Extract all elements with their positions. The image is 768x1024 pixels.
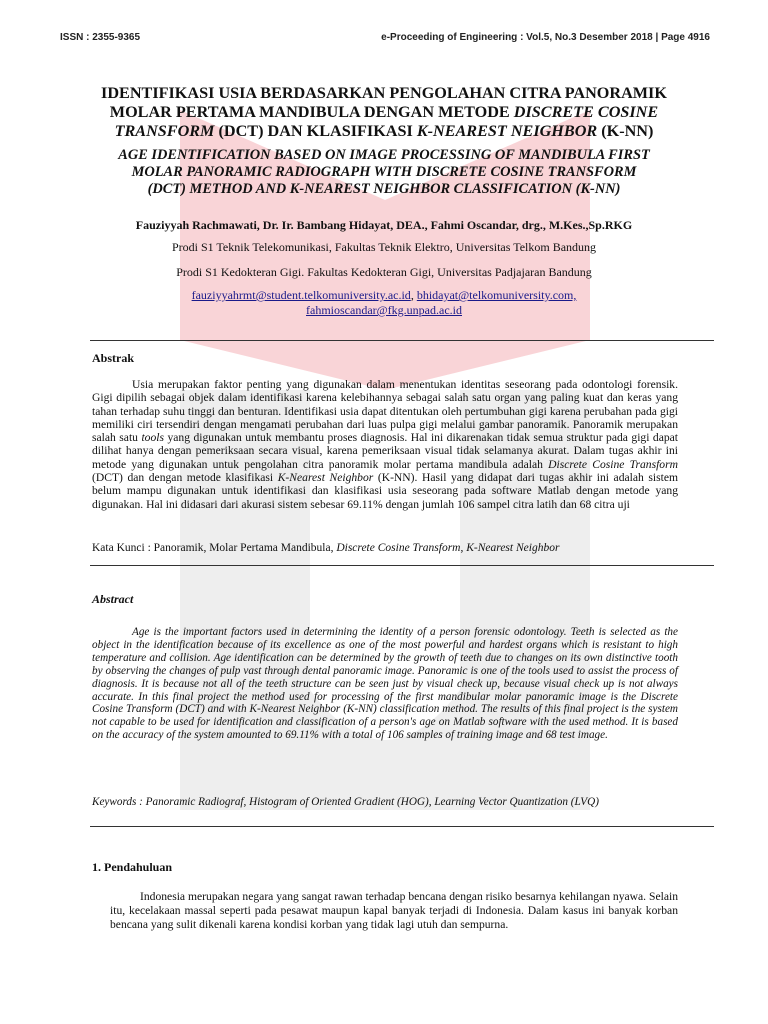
title-indonesian: IDENTIFIKASI USIA BERDASARKAN PENGOLAHAN CITRA PANORAMIK MOLAR PERTAMA MANDIBULA DENGAN METODE DISCRETE COSINE TRANSFORM (DCT) DAN KLASIFIKASI K-NEAREST NEIGHBOR (K-NN) bbox=[101, 84, 667, 140]
email-link-3[interactable]: fahmioscandar@fkg.unpad.ac.id bbox=[306, 303, 462, 317]
email-link-2[interactable]: bhidayat@telkomuniversity.com, bbox=[416, 288, 577, 302]
abstrak-heading: Abstrak bbox=[92, 351, 135, 365]
title-english: AGE IDENTIFICATION BASED ON IMAGE PROCESSING OF MANDIBULA FIRST MOLAR PANORAMIC RADIOGRAPH WITH DISCRETE COSINE TRANSFORM (DCT) METHOD AND K-NEAREST NEIGHBOR CLASSIFICATION (K-NN) bbox=[118, 147, 650, 197]
kata-kunci: Kata Kunci : Panoramik, Molar Pertama Mandibula, Discrete Cosine Transform, K-Nearest Neighbor bbox=[92, 542, 560, 554]
section-heading-pendahuluan: 1. Pendahuluan bbox=[92, 860, 173, 874]
divider bbox=[90, 826, 714, 827]
abstract-heading: Abstract bbox=[92, 592, 134, 606]
abstract-body: Age is the important factors used in determining the identity of a person forensic odontology. Teeth is selected as the object in the identification because of its excellence as one of the most powerful and hardest organs which is resistant to high temperature and collision. Age identification can be determined by the growth of teeth due to changes on its own distinctive tooth by observing the changes of pulp vast through dental panoramic image. Panoramic is one of the tools used to assist the process of diagnosis. It is because not all of the teeth structure can be seen just by visual check up, because visual check up is not always accurate. In this final project the method used for processing of the first mandibular molar panoramic image is the Discrete Cosine Transform (DCT) and with K-Nearest Neighbor (K-NN) classification method. The results of this final project is the system not capable to be used for identification and classification of a person's age on Matlab software with the used method. It is based on the accuracy of the system amounted to 69.11% with a total of 106 samples of training image and 68 test image. bbox=[92, 626, 678, 742]
keywords: Keywords : Panoramic Radiograf, Histogram of Oriented Gradient (HOG), Learning Vector Quantization (LVQ) bbox=[92, 796, 599, 808]
author-emails: fauziyyahrmt@student.telkomuniversity.ac.id, bhidayat@telkomuniversity.com, fahmioscandar@fkg.unpad.ac.id bbox=[191, 288, 577, 317]
divider bbox=[90, 340, 714, 341]
affiliation-1: Prodi S1 Teknik Telekomunikasi, Fakultas Teknik Elektro, Universitas Telkom Bandung bbox=[171, 240, 597, 254]
abstrak-body: Usia merupakan faktor penting yang digunakan dalam menentukan identitas seseorang pada odontologi forensik. Gigi dipilih sebagai objek dalam identifikasi karena kelebihannya sebagai salah satu organ yang paling kuat dan keras yang tahan terhadap suhu tinggi dan benturan. Identifikasi usia dapat ditentukan oleh pertumbuhan gigi karena perubahan pada gigi memiliki ciri tersendiri dengan mengamati perubahan dari luas pulpa gigi melalui gambar panoramik. Panoramik merupakan salah satu tools yang digunakan untuk membantu proses diagnosis. Hal ini dikarenakan tidak semua struktur pada gigi dapat dilihat hanya dengan pemeriksaan secara visual, karena pemeriksaan visual tidak selamanya akurat. Dalam tugas akhir ini metode yang digunakan untuk pengolahan citra panoramik molar pertama mandibula adalah Discrete Cosine Transform (DCT) dan dengan metode klasifikasi K-Nearest Neighbor (K-NN). Hasil yang didapat dari tugas akhir ini adalah sistem belum mampu digunakan untuk identifikasi dan klasifikasi usia seseorang pada software Matlab dengan metode yang digunakan. Hal ini didasari dari akurasi sistem sebesar 69.11% dengan jumlah 106 sampel citra latih dan 68 citra uji bbox=[92, 378, 679, 511]
intro-paragraph: Indonesia merupakan negara yang sangat rawan terhadap bencana dengan risiko besarnya kehilangan nyawa. Selain itu, kecelakaan massal seperti pada pesawat maupun kapal banyak terjadi di Indonesia. Dalam kasus ini banyak korban bencana yang sulit dikenali karena kondisi korban yang tidak lagi utuh dan sempurna. bbox=[110, 890, 678, 931]
affiliation-2: Prodi S1 Kedokteran Gigi. Fakultas Kedokteran Gigi, Universitas Padjajaran Bandung bbox=[176, 265, 592, 279]
divider bbox=[90, 565, 714, 566]
journal-header: e-Proceeding of Engineering : Vol.5, No.3 Desember 2018 | Page 4916 bbox=[381, 32, 710, 43]
authors: Fauziyyah Rachmawati, Dr. Ir. Bambang Hidayat, DEA., Fahmi Oscandar, drg., M.Kes.,Sp.RKG bbox=[135, 218, 633, 232]
email-link-1[interactable]: fauziyyahrmt@student.telkomuniversity.ac.id bbox=[191, 288, 411, 302]
issn-header: ISSN : 2355-9365 bbox=[60, 32, 141, 43]
